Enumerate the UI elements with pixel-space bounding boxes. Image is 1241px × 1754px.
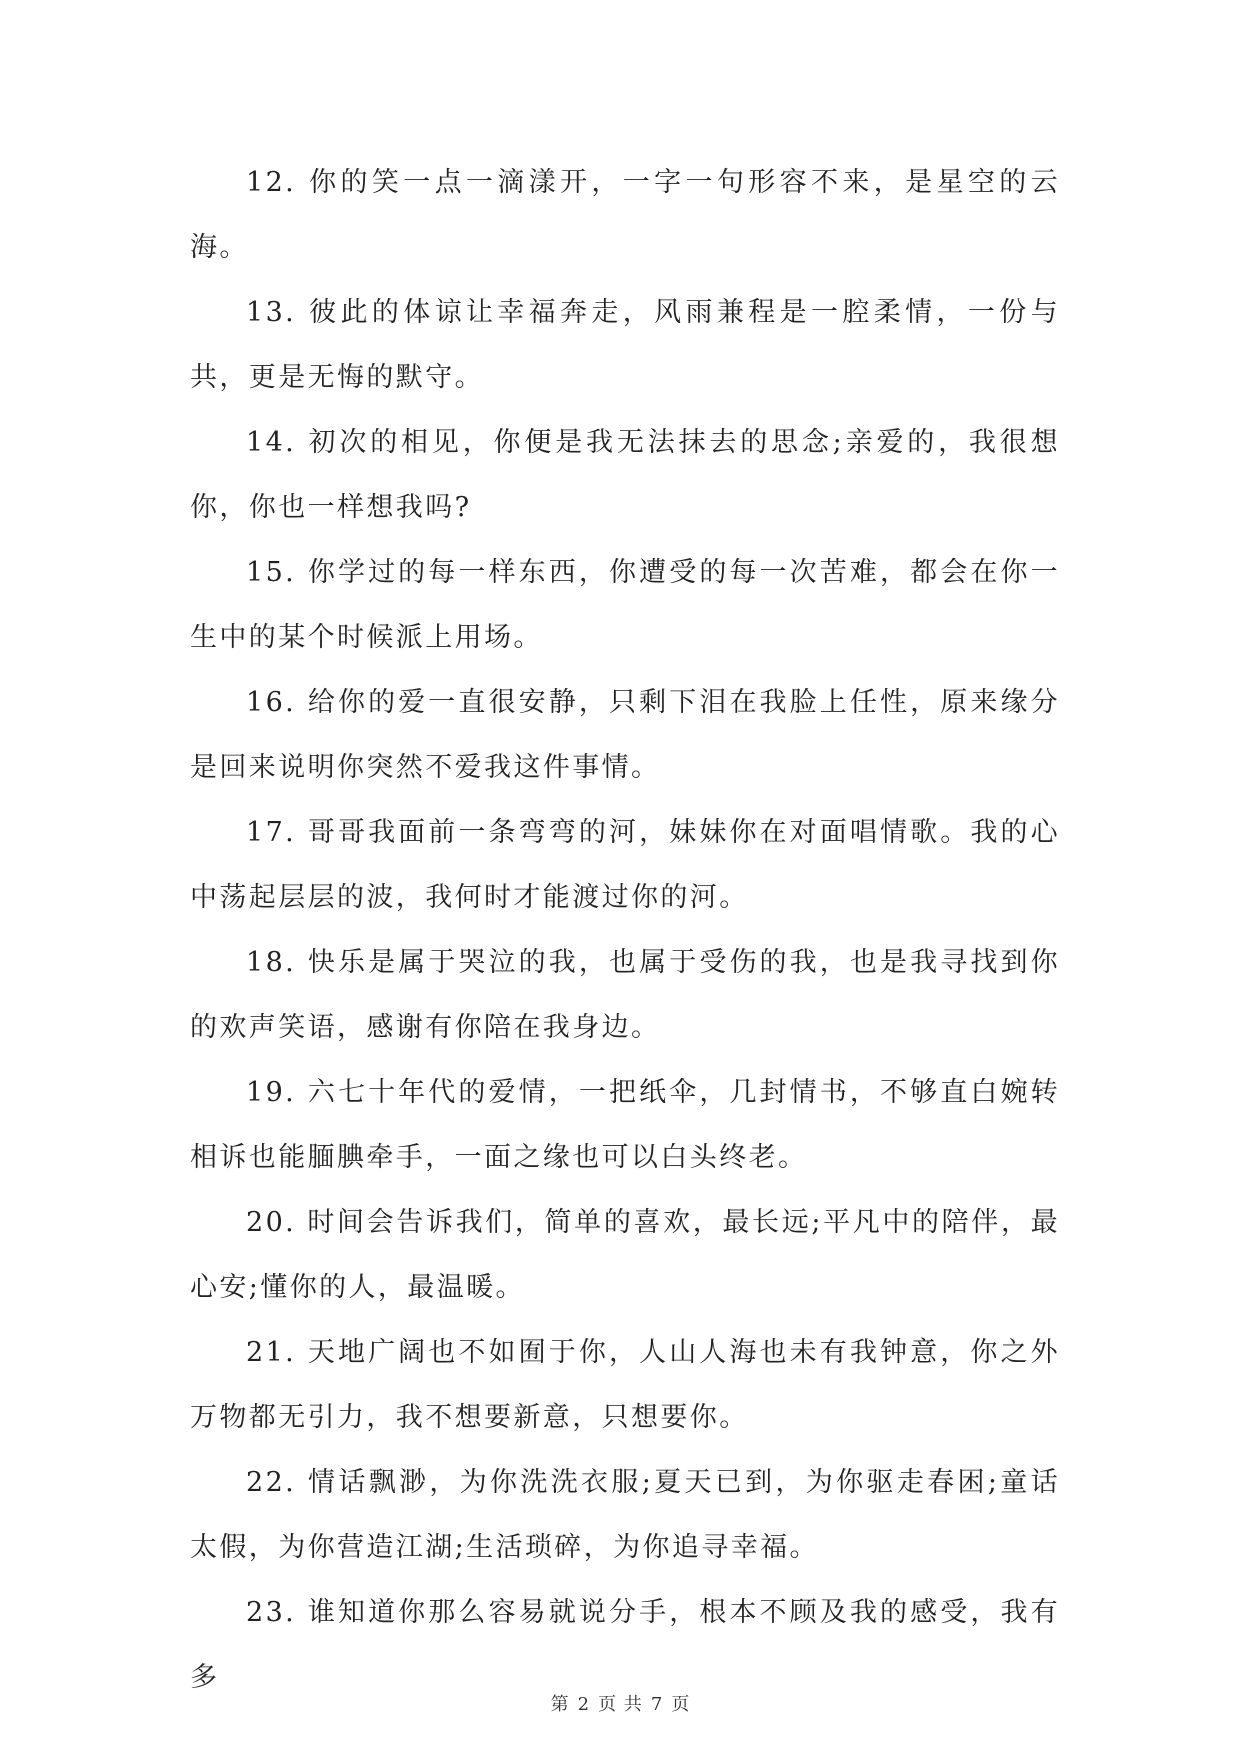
paragraph-17: 17. 哥哥我面前一条弯弯的河，妹妹你在对面唱情歌。我的心中荡起层层的波，我何时才能渡过你的河。 — [190, 817, 1060, 913]
footer-current-page: 2 — [577, 1694, 591, 1715]
paragraph-12: 12. 你的笑一点一滴漾开，一字一句形容不来，是星空的云海。 — [190, 167, 1060, 263]
paragraph-16: 16. 给你的爱一直很安静，只剩下泪在我脸上任性，原来缘分是回来说明你突然不爱我这件事情。 — [190, 687, 1060, 783]
footer-middle: 页 共 — [598, 1694, 643, 1715]
document-body — [190, 150, 1060, 1710]
paragraph-19: 19. 六七十年代的爱情，一把纸伞，几封情书，不够直白婉转相诉也能腼腆牵手，一面之缘也可以白头终老。 — [190, 1077, 1060, 1173]
paragraph-15: 15. 你学过的每一样东西，你遭受的每一次苦难，都会在你一生中的某个时候派上用场。 — [190, 557, 1060, 653]
paragraph-13: 13. 彼此的体谅让幸福奔走，风雨兼程是一腔柔情，一份与共，更是无悔的默守。 — [190, 297, 1060, 393]
footer-total-pages: 7 — [650, 1694, 664, 1715]
paragraph-20: 20. 时间会告诉我们，简单的喜欢，最长远;平凡中的陪伴，最心安;懂你的人，最温暖。 — [190, 1207, 1060, 1303]
page-footer — [0, 1690, 1241, 1716]
paragraph-14: 14. 初次的相见，你便是我无法抹去的思念;亲爱的，我很想你，你也一样想我吗? — [190, 427, 1060, 523]
paragraph-18: 18. 快乐是属于哭泣的我，也属于受伤的我，也是我寻找到你的欢声笑语，感谢有你陪在我身边。 — [190, 947, 1060, 1043]
paragraph-23: 23. 谁知道你那么容易就说分手，根本不顾及我的感受，我有多 — [190, 1597, 1060, 1693]
paragraph-22: 22. 情话飘渺，为你洗洗衣服;夏天已到，为你驱走春困;童话太假，为你营造江湖;生活琐碎，为你追寻幸福。 — [190, 1467, 1060, 1563]
footer-prefix: 第 — [550, 1694, 570, 1715]
footer-suffix: 页 — [671, 1694, 691, 1715]
paragraph-21: 21. 天地广阔也不如囿于你，人山人海也未有我钟意，你之外万物都无引力，我不想要新意，只想要你。 — [190, 1337, 1060, 1433]
